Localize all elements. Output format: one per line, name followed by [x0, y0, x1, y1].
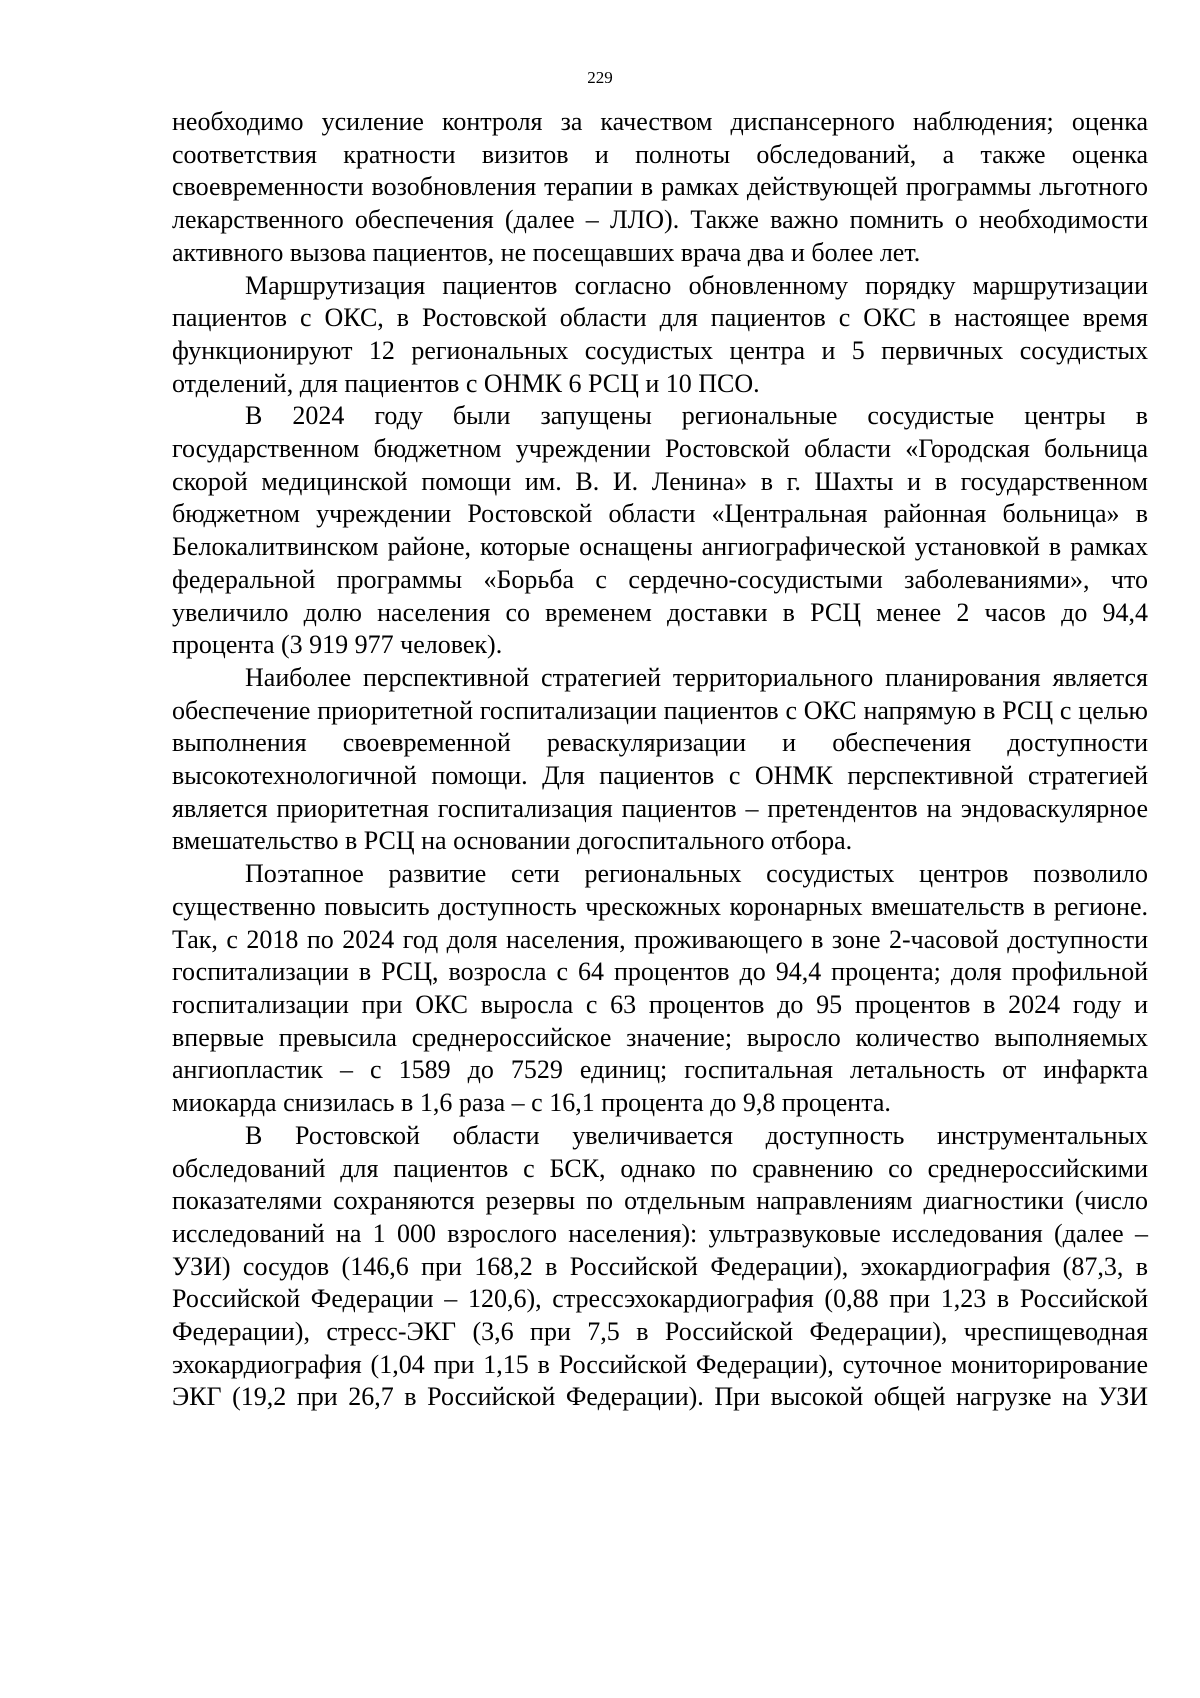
page-number: 229	[587, 68, 613, 87]
document-body	[172, 106, 1148, 1414]
paragraph-continuation: необходимо усиление контроля за качеством диспансерного наблюдения; оценка соответствия кратности визитов и полноты обследований, а также оценка своевременности возобновления терапии в рамках действующей программы льготного лекарственного обеспечения (далее – ЛЛО). Также важно помнить о необходимости активного вызова пациентов, не посещавших врача два и более лет.	[172, 107, 1148, 267]
paragraph-routing: Маршрутизация пациентов согласно обновленному порядку маршрутизации пациентов с ОКС, в Ростовской области для пациентов с ОКС в настоящее время функционируют 12 региональных сосудистых центра и 5 первичных сосудистых отделений, для пациентов с ОНМК 6 РСЦ и 10 ПСО.	[172, 270, 1148, 398]
paragraph-planning-strategy: Наиболее перспективной стратегией территориального планирования является обеспечение приоритетной госпитализации пациентов с ОКС напрямую в РСЦ с целью выполнения своевременной реваскуляризации и обеспечения доступности высокотехнологичной помощи. Для пациентов с ОНМК перспективной стратегией является приоритетная госпитализация пациентов – претендентов на эндоваскулярное вмешательство в РСЦ на основании догоспитального отбора.	[172, 662, 1148, 856]
paragraph-network-development: Поэтапное развитие сети региональных сосудистых центров позволило существенно повысить доступность чрескожных коронарных вмешательств в регионе. Так, с 2018 по 2024 год доля населения, проживающего в зоне 2-часовой доступности госпитализации в РСЦ, возросла с 64 процентов до 94,4 процента; доля профильной госпитализации при ОКС выросла с 63 процентов до 95 процентов в 2024 году и впервые превысила среднероссийское значение; выросло количество выполняемых ангиопластик – с 1589 до 7529 единиц; госпитальная летальность от инфаркта миокарда снизилась в 1,6 раза – с 16,1 процента до 9,8 процента.	[172, 859, 1148, 1118]
paragraph-diagnostics-availability: В Ростовской области увеличивается доступность инструментальных обследований для пациентов с БСК, однако по сравнению со среднероссийскими показателями сохраняются резервы по отдельным направлениям диагностики (число исследований на 1 000 взрослого населения): ультразвуковые исследования (далее – УЗИ) сосудов (146,6 при 168,2 в Российской Федерации), эхокардиография (87,3, в Российской Федерации – 120,6), стрессэхокардиография (0,88 при 1,23 в Российской Федерации), стресс-ЭКГ (3,6 при 7,5 в Российской Федерации), чреспищеводная эхокардиография (1,04 при 1,15 в Российской Федерации), суточное мониторирование ЭКГ (19,2 при 26,7 в Российской Федерации). При высокой общей нагрузке на УЗИ	[172, 1120, 1148, 1412]
paragraph-vascular-centers-2024: В 2024 году были запущены региональные сосудистые центры в государственном бюджетном учреждении Ростовской области «Городская больница скорой медицинской помощи им. В. И. Ленина» в г. Шахты и в государственном бюджетном учреждении Ростовской области «Центральная районная больница» в Белокалитвинском районе, которые оснащены ангиографической установкой в рамках федеральной программы «Борьба с сердечно-сосудистыми заболеваниями», что увеличило долю населения со временем доставки в РСЦ менее 2 часов до 94,4 процента (3 919 977 человек).	[172, 401, 1148, 660]
